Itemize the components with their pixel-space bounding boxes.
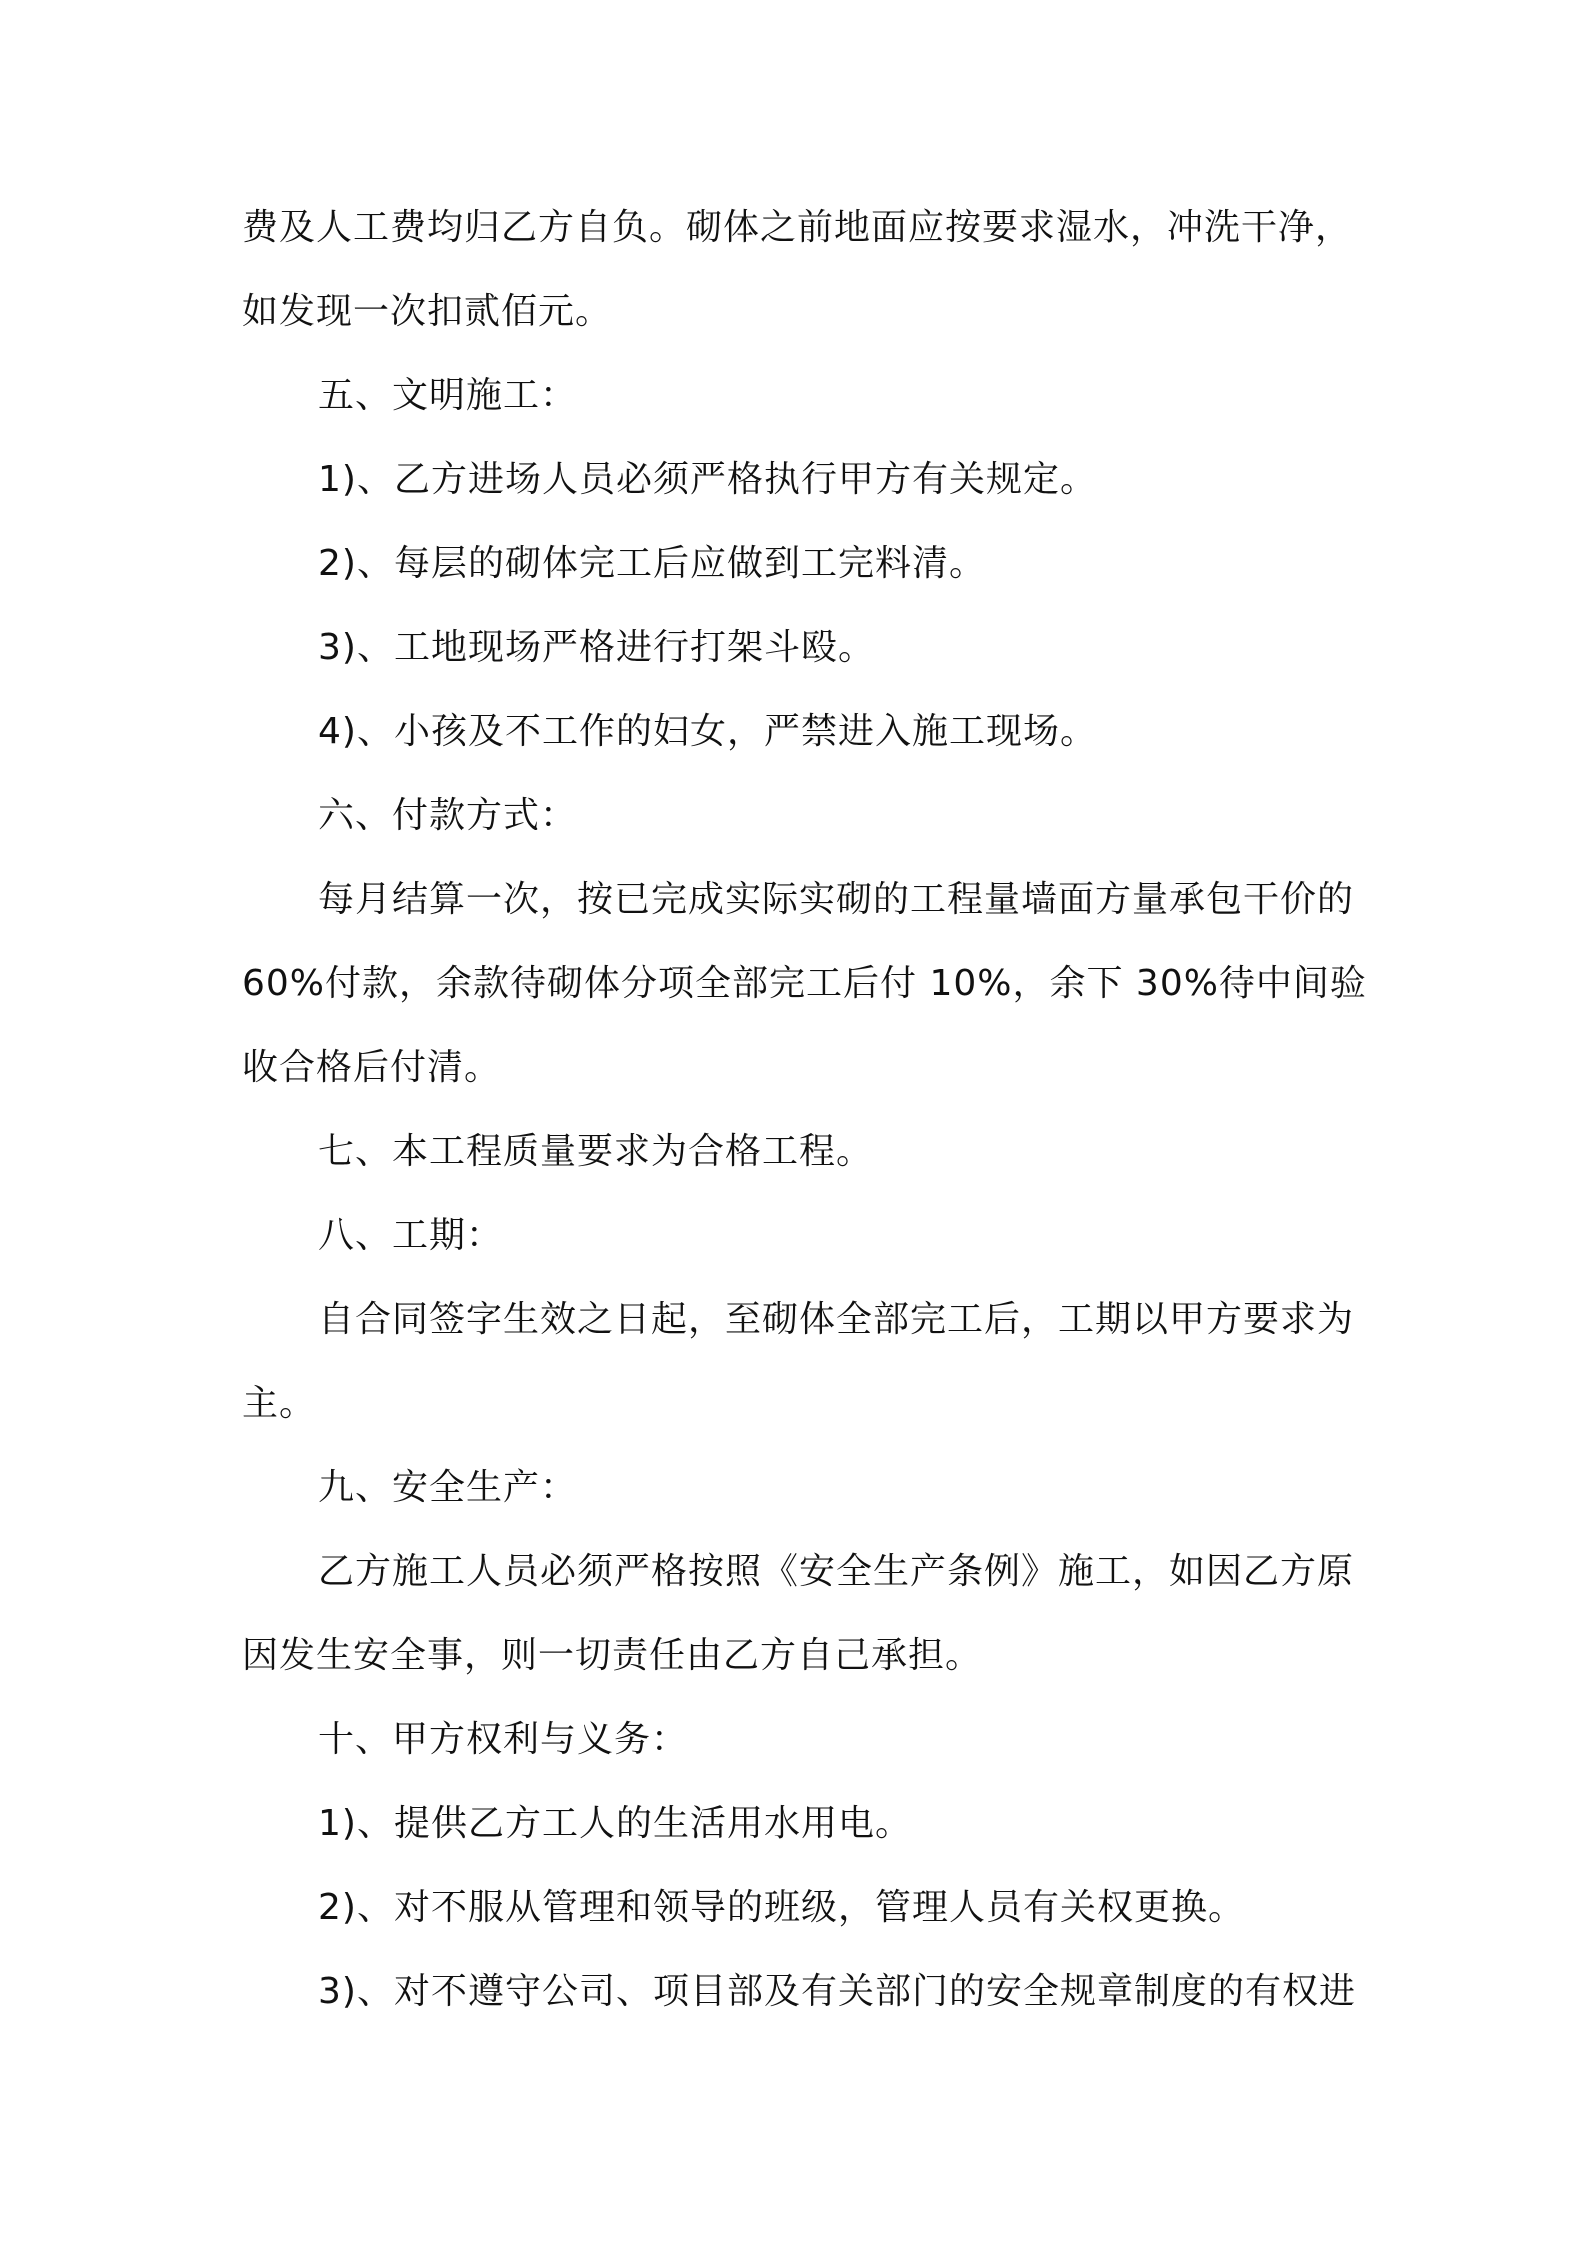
list-item: 1)、提供乙方工人的生活用水用电。	[318, 1803, 912, 1844]
text-line: 主。	[242, 1383, 317, 1424]
text-line: 乙方施工人员必须严格按照《安全生产条例》施工，如因乙方原	[318, 1551, 1355, 1592]
text-line: 每月结算一次，按已完成实际实砌的工程量墙面方量承包干价的	[318, 879, 1355, 920]
text-line: 收合格后付清。	[242, 1047, 502, 1088]
list-item: 3)、对不遵守公司、项目部及有关部门的安全规章制度的有权进	[318, 1971, 1356, 2012]
list-item: 2)、对不服从管理和领导的班级，管理人员有关权更换。	[318, 1887, 1245, 1928]
text-line: 费及人工费均归乙方自负。砌体之前地面应按要求湿水，冲洗干净，	[242, 207, 1353, 248]
document-body	[242, 186, 1367, 2034]
list-item: 3)、工地现场严格进行打架斗殴。	[318, 627, 875, 668]
section-heading: 五、文明施工：	[318, 375, 578, 416]
text-line: 因发生安全事，则一切责任由乙方自己承担。	[242, 1635, 983, 1676]
text-line: 自合同签字生效之日起，至砌体全部完工后，工期以甲方要求为	[318, 1299, 1355, 1340]
list-item: 1)、乙方进场人员必须严格执行甲方有关规定。	[318, 459, 1097, 500]
section-heading: 七、本工程质量要求为合格工程。	[318, 1131, 874, 1172]
list-item: 4)、小孩及不工作的妇女，严禁进入施工现场。	[318, 711, 1097, 752]
text-line: 60%付款，余款待砌体分项全部完工后付 10%，余下 30%待中间验	[242, 963, 1367, 1004]
section-heading: 八、工期：	[318, 1215, 504, 1256]
section-heading: 六、付款方式：	[318, 795, 578, 836]
section-heading: 九、安全生产：	[318, 1467, 578, 1508]
text-line: 如发现一次扣贰佰元。	[242, 291, 613, 332]
list-item: 2)、每层的砌体完工后应做到工完料清。	[318, 543, 986, 584]
section-heading: 十、甲方权利与义务：	[318, 1719, 689, 1760]
